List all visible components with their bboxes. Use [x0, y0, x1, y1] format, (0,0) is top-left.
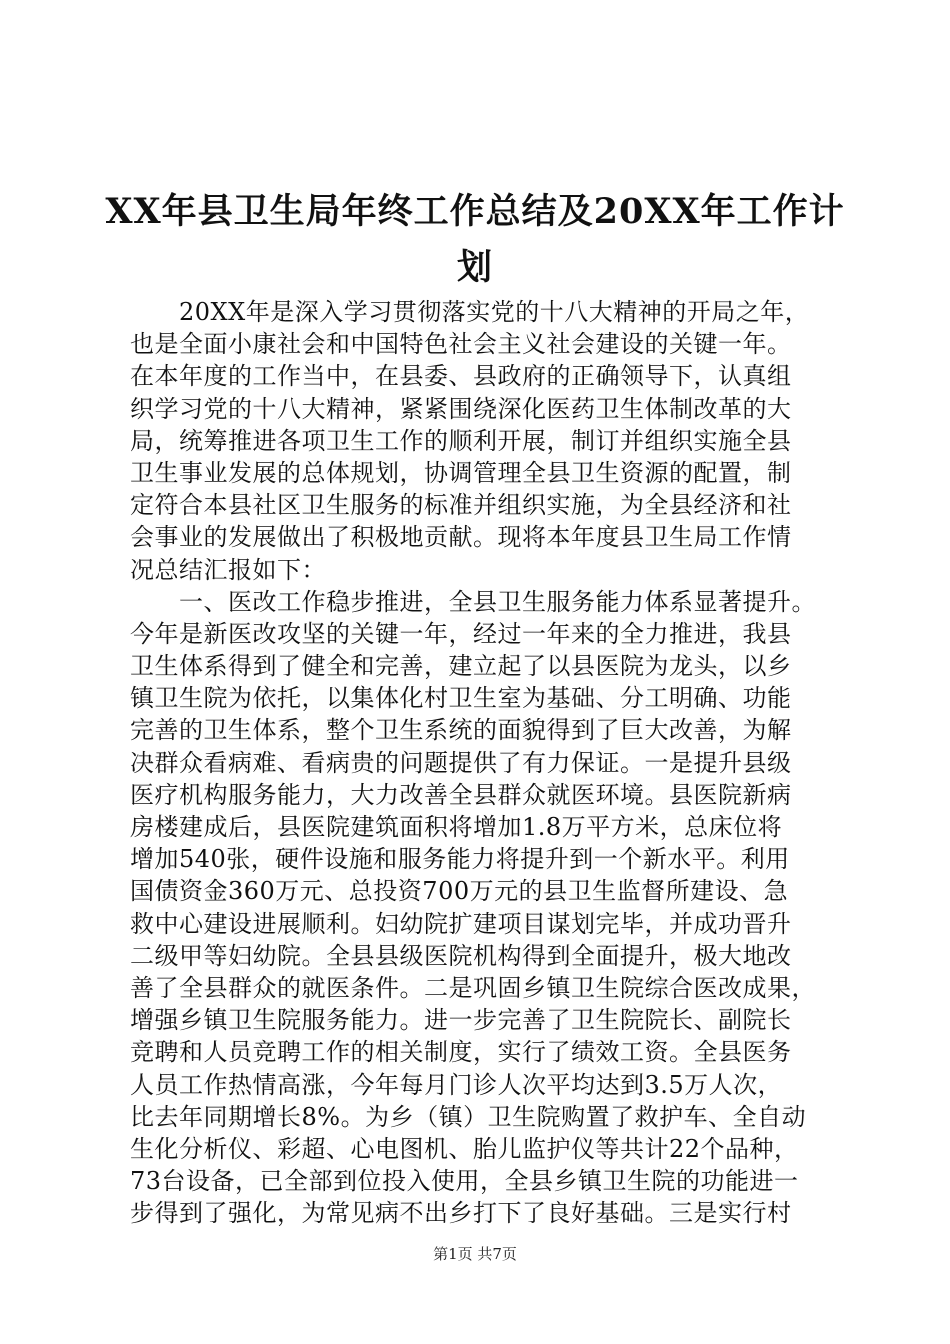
text-line: 在本年度的工作当中，在县委、县政府的正确领导下，认真组: [130, 362, 792, 391]
text-line: 卫生体系得到了健全和完善，建立起了以县医院为龙头，以乡: [130, 652, 792, 681]
text-line: 增强乡镇卫生院服务能力。进一步完善了卫生院院长、副院长: [130, 1006, 792, 1035]
text-line: 今年是新医改攻坚的关键一年，经过一年来的全力推进，我县: [130, 619, 792, 648]
text-line: 生化分析仪、彩超、心电图机、胎儿监护仪等共计22个品种，: [130, 1134, 799, 1163]
title-line-1: XX年县卫生局年终工作总结及20XX年工作计: [105, 191, 845, 232]
text-line: 救中心建设进展顺利。妇幼院扩建项目谋划完毕，并成功晋升: [130, 909, 792, 938]
document-title: [100, 184, 850, 296]
text-line: 增加540张，硬件设施和服务能力将提升到一个新水平。利用: [130, 845, 790, 874]
text-line: 竞聘和人员竞聘工作的相关制度，实行了绩效工资。全县医务: [130, 1038, 792, 1067]
text-line: 局，统筹推进各项卫生工作的顺利开展，制订并组织实施全县: [130, 426, 792, 455]
text-line: 织学习党的十八大精神，紧紧围绕深化医药卫生体制改革的大: [130, 394, 792, 423]
text-line: 步得到了强化，为常见病不出乡打下了良好基础。三是实行村: [130, 1199, 792, 1228]
text-line: 镇卫生院为依托，以集体化村卫生室为基础、分工明确、功能: [130, 684, 792, 713]
text-line: 也是全面小康社会和中国特色社会主义社会建设的关键一年。: [130, 330, 792, 359]
text-line: 医疗机构服务能力，大力改善全县群众就医环境。县医院新病: [130, 780, 792, 809]
text-line: 一、医改工作稳步推进，全县卫生服务能力体系显著提升。: [130, 587, 816, 616]
text-line: 定符合本县社区卫生服务的标准并组织实施，为全县经济和社: [130, 491, 792, 520]
text-line: 完善的卫生体系，整个卫生系统的面貌得到了巨大改善，为解: [130, 716, 792, 745]
body-text: [130, 296, 830, 1229]
text-line: 会事业的发展做出了积极地贡献。现将本年度县卫生局工作情: [130, 523, 792, 552]
text-line: 卫生事业发展的总体规划，协调管理全县卫生资源的配置，制: [130, 458, 792, 487]
text-line: 况总结汇报如下：: [130, 555, 326, 584]
text-line: 20XX年是深入学习贯彻落实党的十八大精神的开局之年，: [130, 298, 810, 326]
page-number: 第1页 共7页: [433, 1245, 517, 1263]
text-line: 房楼建成后，县医院建筑面积将增加1.8万平方米，总床位将: [130, 813, 783, 841]
text-line: 比去年同期增长8%。为乡（镇）卫生院购置了救护车、全自动: [130, 1102, 807, 1131]
text-line: 73台设备，已全部到位投入使用，全县乡镇卫生院的功能进一: [130, 1167, 799, 1196]
text-line: 善了全县群众的就医条件。二是巩固乡镇卫生院综合医改成果，: [130, 973, 816, 1002]
title-line-2: 划: [456, 247, 493, 288]
text-line: 人员工作热情高涨，今年每月门诊人次平均达到3.5万人次，: [130, 1070, 783, 1099]
text-line: 决群众看病难、看病贵的问题提供了有力保证。一是提升县级: [130, 748, 792, 777]
text-line: 国债资金360万元、总投资700万元的县卫生监督所建设、急: [130, 877, 789, 906]
page-footer: [0, 1244, 950, 1264]
text-line: 二级甲等妇幼院。全县县级医院机构得到全面提升，极大地改: [130, 941, 792, 970]
